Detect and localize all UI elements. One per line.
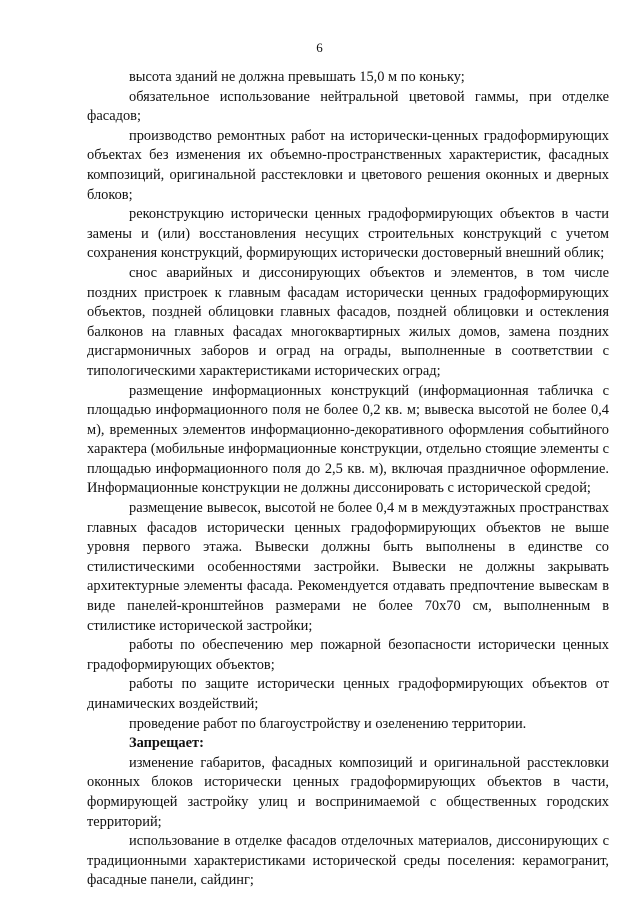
- paragraph-neutral-colors: обязательное использование нейтральной цветовой гаммы, при отделке фасадов;: [87, 88, 609, 125]
- paragraph-repair-works: производство ремонтных работ на исторически-ценных градоформирующих объектах без изменения их объемно-пространственных характеристик, фасадных композиций, оригинальной расстекловки и цветового решения оконных и дверных блоков;: [87, 127, 609, 203]
- paragraph-prohibited-dimensions: изменение габаритов, фасадных композиций и оригинальной расстекловки оконных блоков исторически ценных градоформирующих объектов в части, формирующей застройку улиц и воспринимаемой с общественных городских территорий;: [87, 754, 609, 830]
- paragraph-fire-safety: работы по обеспечению мер пожарной безопасности исторически ценных градоформирующих объектов;: [87, 637, 609, 673]
- paragraph-landscaping: проведение работ по благоустройству и озеленению территории.: [129, 715, 527, 732]
- paragraph-demolition: снос аварийных и диссонирующих объектов и элементов, в том числе поздних пристроек к главным фасадам исторически ценных градоформирующих объектов, поздней облицовки главных фасадов, поздней облицовки и остекления балконов на главных фасадах многоквартирных жилых домов, замена поздних дисгармоничных заборов и оград на ограды, выполненные в соответствии с типологическими характеристиками исторических оград;: [87, 264, 609, 379]
- paragraph-information-structures: размещение информационных конструкций (информационная табличка с площадью информационного поля не более 0,2 кв. м; вывеска высотой не более 0,4 м), временных элементов информационно-декоративного оформления событийного характера (мобильные информационные конструкции, отдельно стоящие элементы с площадью информационного поля до 2,5 кв. м), включая праздничное оформление. Информационные конструкции не должны диссонировать с исторической средой;: [87, 382, 609, 497]
- paragraph-signboards: размещение вывесок, высотой не более 0,4 м в междуэтажных пространствах главных фасадов исторически ценных градоформирующих объектов не выше уровня первого этажа. Вывески должны быть выполнены в единстве со стилистическими особенностями застройки. Вывески не должны закрывать архитектурные элементы фасада. Рекомендуется отдавать предпочтение вывескам в виде панелей-кронштейнов размерами не более 70х70 см, выполненным в стилистике исторической застройки;: [87, 500, 609, 634]
- document-body: [87, 68, 609, 891]
- paragraph-dynamic-protection: работы по защите исторически ценных градоформирующих объектов от динамических воздействий;: [87, 676, 609, 712]
- paragraph-reconstruction: реконструкцию исторически ценных градоформирующих объектов в части замены и (или) восстановления несущих строительных конструкций с учетом сохранения конструкций, формирующих исторически достоверный внешний облик;: [87, 206, 609, 262]
- page-number: 6: [316, 40, 323, 55]
- prohibited-heading: Запрещает:: [129, 735, 204, 752]
- paragraph-roof-height: высота зданий не должна превышать 15,0 м по коньку;: [129, 69, 465, 85]
- paragraph-prohibited-materials: использование в отделке фасадов отделочных материалов, диссонирующих с традиционными характеристиками исторической среды поселения: керамогранит, фасадные панели, сайдинг;: [87, 833, 609, 889]
